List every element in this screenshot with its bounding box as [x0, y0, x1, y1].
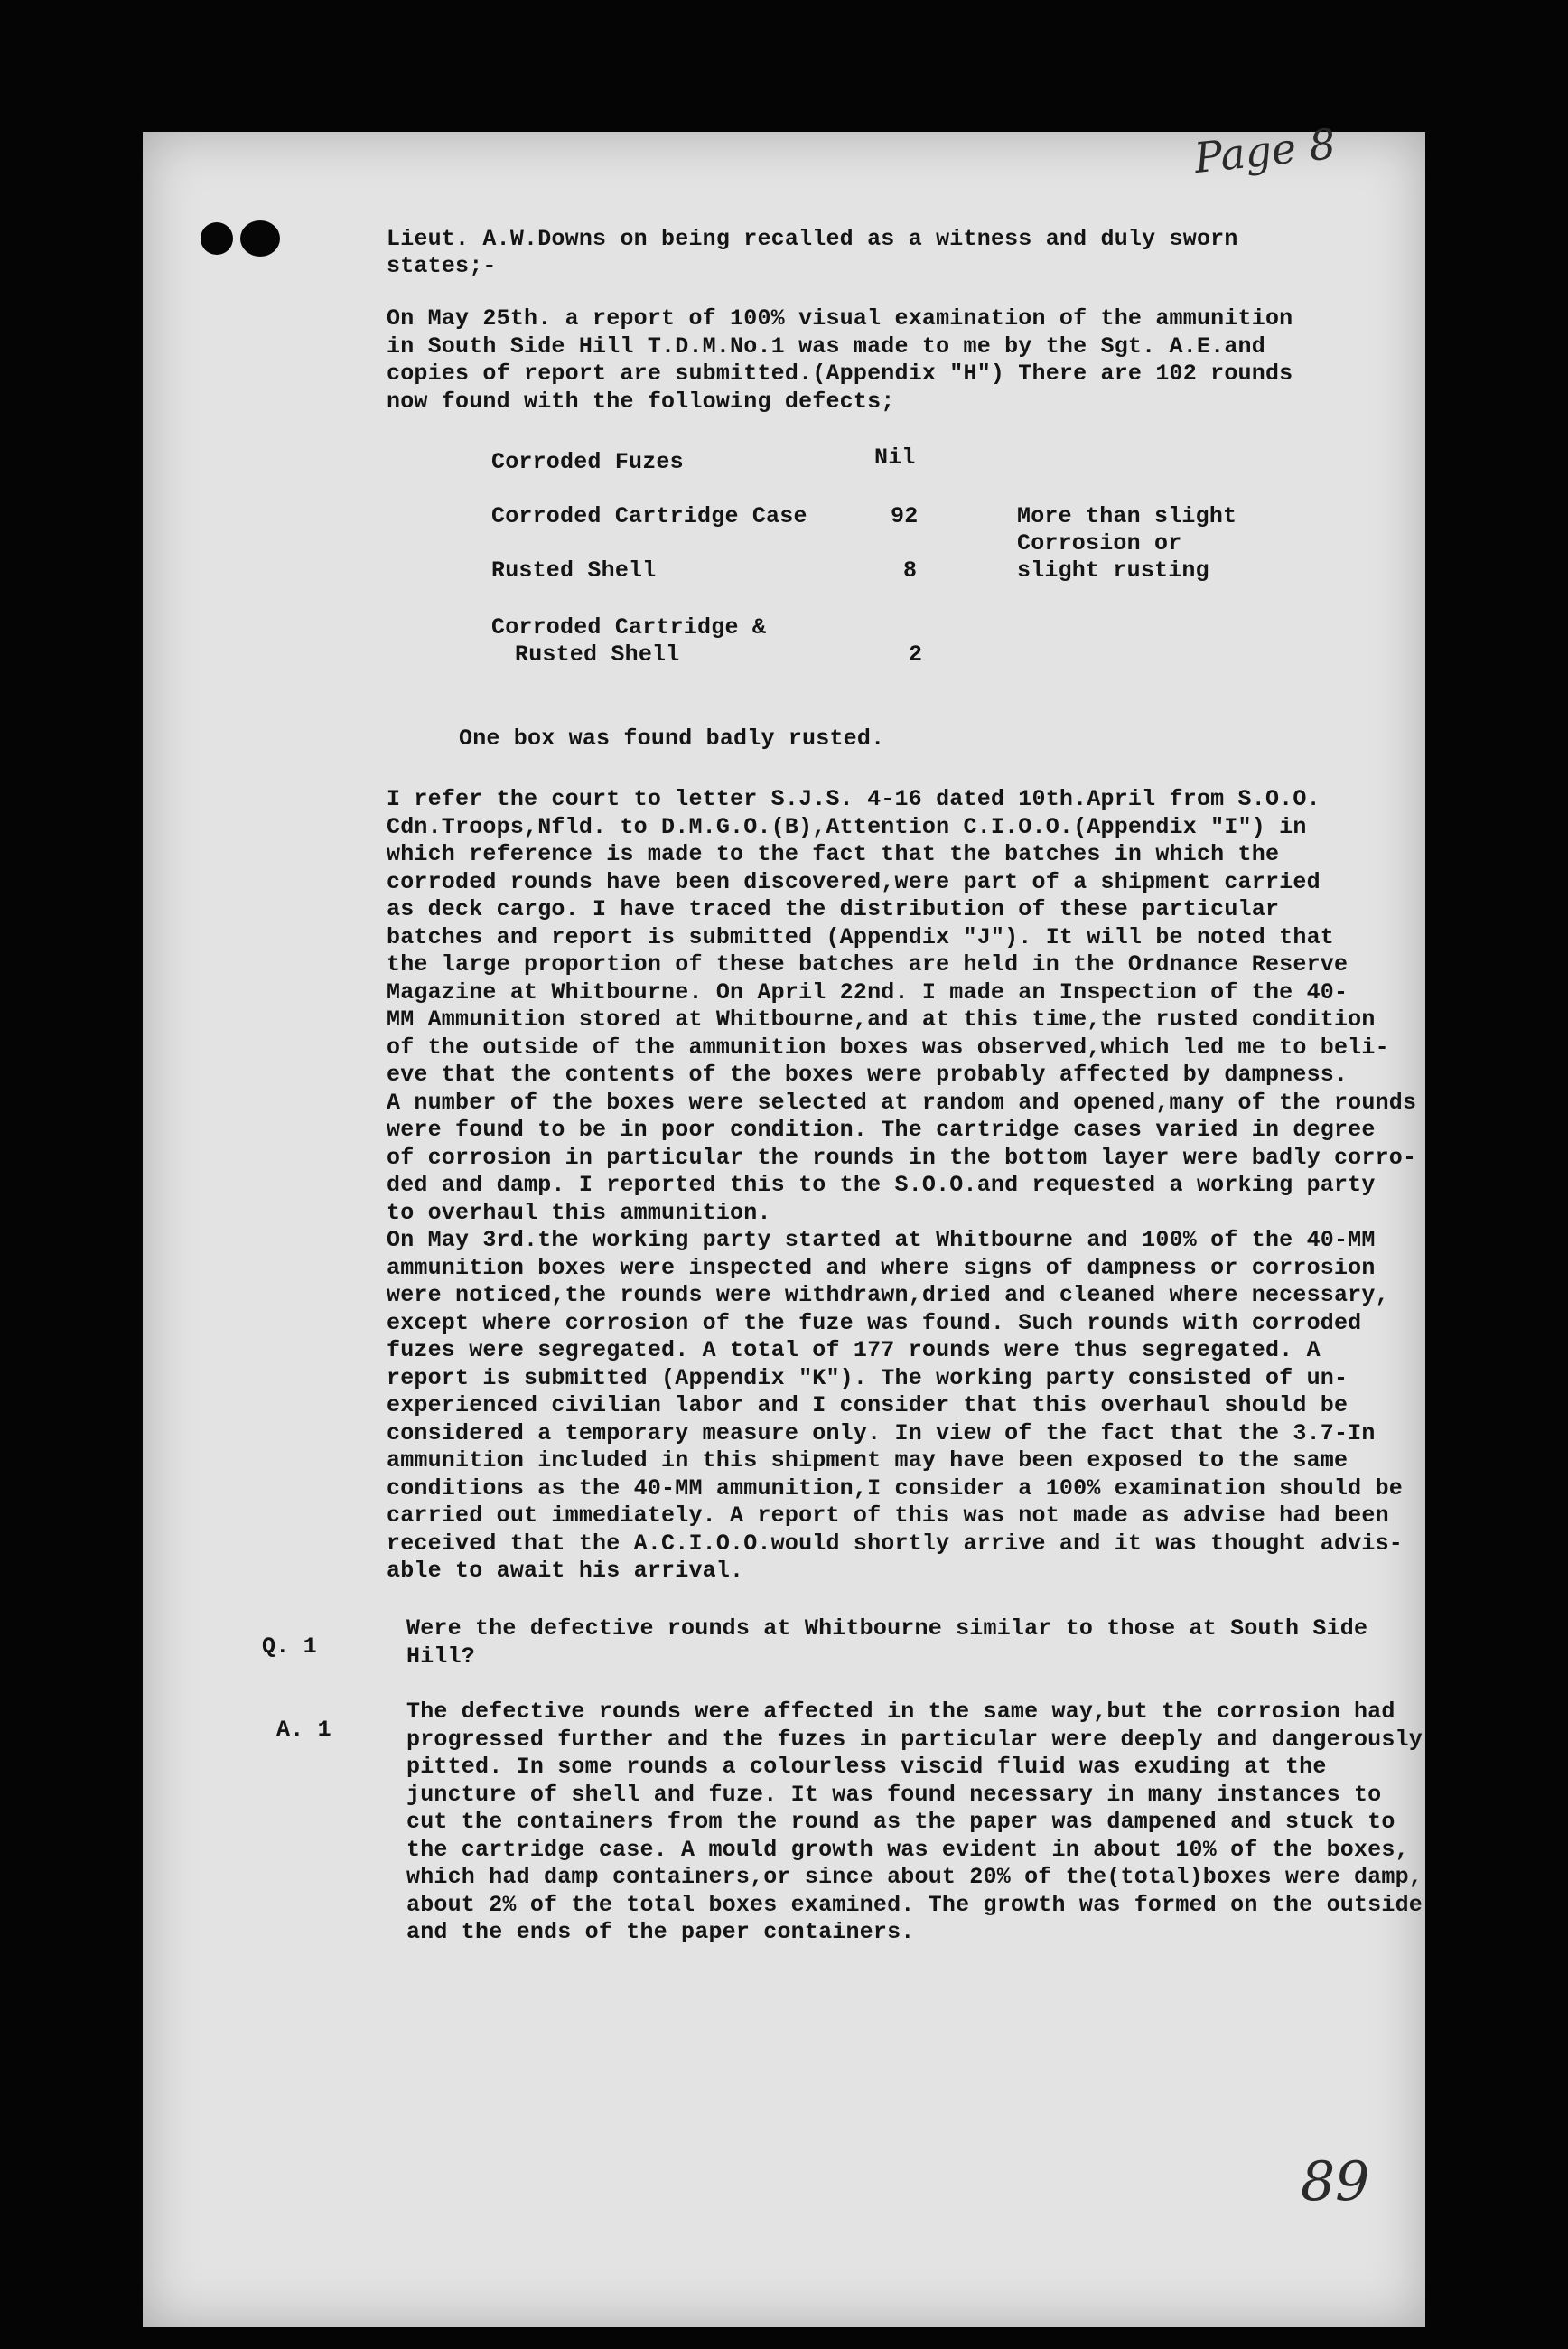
text-line: juncture of shell and fuze. It was found necessary in many instances to: [406, 1781, 1382, 1808]
text-line: report is submitted (Appendix "K"). The working party consisted of un-: [387, 1364, 1349, 1391]
text-line: On May 3rd.the working party started at Whitbourne and 100% of the 40-MM: [387, 1227, 1376, 1253]
text-line: batches and report is submitted (Appendix "J"). It will be noted that: [387, 923, 1334, 950]
question-marker: Q. 1: [262, 1633, 317, 1660]
text-line: as deck cargo. I have traced the distribution of these particular: [387, 896, 1280, 922]
text-line: and the ends of the paper containers.: [406, 1919, 915, 1945]
text-line: were noticed,the rounds were withdrawn,dried and cleaned where necessary,: [387, 1282, 1389, 1308]
text-line: corroded rounds have been discovered,were part of a shipment carried: [387, 868, 1321, 895]
text-line: A number of the boxes were selected at random and opened,many of the rounds: [387, 1089, 1417, 1116]
box-note: One box was found badly rusted.: [459, 725, 885, 752]
main-paragraph: [387, 786, 1416, 1586]
defect-value: 8: [903, 557, 918, 584]
punch-hole-left: [201, 222, 233, 255]
answer-1: [406, 1699, 1423, 1947]
text-line: eve that the contents of the boxes were probably affected by dampness.: [387, 1062, 1349, 1088]
intro-line-2: states;-: [387, 253, 497, 279]
text-line: copies of report are submitted.(Appendix "H") There are 102 rounds: [387, 360, 1293, 387]
text-line: about 2% of the total boxes examined. The growth was formed on the outside: [406, 1891, 1423, 1918]
text-line: ammunition boxes were inspected and where signs of dampness or corrosion: [387, 1254, 1376, 1281]
text-line: which reference is made to the fact that the batches in which the: [387, 841, 1280, 867]
text-line: now found with the following defects;: [387, 388, 895, 415]
defects-note: slight rusting: [1017, 557, 1209, 584]
text-line: Were the defective rounds at Whitbourne similar to those at South Side: [406, 1615, 1368, 1642]
text-line: conditions as the 40-MM ammunition,I consider a 100% examination should be: [387, 1474, 1403, 1502]
text-line: On May 25th. a report of 100% visual examination of the ammunition: [387, 305, 1293, 332]
text-line: fuzes were segregated. A total of 177 rounds were thus segregated. A: [387, 1337, 1321, 1363]
text-line: I refer the court to letter S.J.S. 4-16 dated 10th.April from S.O.O.: [387, 786, 1321, 812]
text-line: progressed further and the fuzes in particular were deeply and dangerously: [406, 1726, 1423, 1753]
text-line: experienced civilian labor and I consider that this overhaul should be: [387, 1392, 1349, 1418]
text-line: were found to be in poor condition. The cartridge cases varied in degree: [387, 1117, 1376, 1143]
text-line: able to await his arrival.: [387, 1558, 744, 1584]
defects-note: Corrosion or: [1017, 530, 1182, 557]
defect-label: Rusted Shell: [515, 641, 680, 668]
report-paragraph: [387, 305, 1293, 416]
text-line: considered a temporary measure only. In view of the fact that the 3.7-In: [387, 1419, 1376, 1446]
defect-value: 92: [891, 503, 919, 529]
question-1: [406, 1615, 1367, 1671]
text-line: of the outside of the ammunition boxes was observed,which led me to beli-: [387, 1034, 1389, 1061]
text-line: in South Side Hill T.D.M.No.1 was made to me by the Sgt. A.E.and: [387, 332, 1265, 360]
text-line: Hill?: [406, 1642, 476, 1670]
text-line: to overhaul this ammunition.: [387, 1199, 771, 1226]
text-line: The defective rounds were affected in the same way,but the corrosion had: [406, 1699, 1395, 1725]
text-line: MM Ammunition stored at Whitbourne,and at this time,the rusted condition: [387, 1006, 1376, 1033]
text-line: cut the containers from the round as the paper was dampened and stuck to: [406, 1809, 1395, 1835]
page-number: 89: [1301, 2150, 1370, 2213]
defect-label: Rusted Shell: [491, 557, 657, 584]
punch-hole-right: [240, 220, 280, 257]
text-line: the large proportion of these batches are held in the Ordnance Reserve: [387, 951, 1349, 978]
defect-label: Corroded Fuzes: [491, 449, 684, 475]
text-line: Cdn.Troops,Nfld. to D.M.G.O.(B),Attention C.I.O.O.(Appendix "I") in: [387, 813, 1307, 840]
answer-marker: A. 1: [276, 1717, 331, 1743]
page-label: Page 8: [1191, 118, 1339, 183]
text-line: the cartridge case. A mould growth was evident in about 10% of the boxes,: [406, 1836, 1409, 1863]
defect-label: Corroded Cartridge &: [491, 614, 767, 641]
text-line: Magazine at Whitbourne. On April 22nd. I made an Inspection of the 40-: [387, 978, 1349, 1006]
text-line: ammunition included in this shipment may have been exposed to the same: [387, 1447, 1349, 1474]
defect-value: 2: [909, 641, 923, 668]
text-line: carried out immediately. A report of this was not made as advise had been: [387, 1502, 1389, 1529]
intro-line-1: Lieut. A.W.Downs on being recalled as a witness and duly sworn: [387, 226, 1238, 252]
text-line: received that the A.C.I.O.O.would shortly arrive and it was thought advis-: [387, 1530, 1403, 1557]
defect-label: Corroded Cartridge Case: [491, 503, 807, 529]
text-line: which had damp containers,or since about 20% of the(total)boxes were damp,: [406, 1864, 1423, 1890]
defect-value: Nil: [874, 445, 916, 471]
text-line: of corrosion in particular the rounds in the bottom layer were badly corro-: [387, 1144, 1417, 1171]
defects-note: More than slight: [1017, 503, 1237, 529]
text-line: except where corrosion of the fuze was found. Such rounds with corroded: [387, 1309, 1362, 1336]
text-line: ded and damp. I reported this to the S.O.O.and requested a working party: [387, 1172, 1376, 1198]
text-line: pitted. In some rounds a colourless viscid fluid was exuding at the: [406, 1754, 1327, 1780]
